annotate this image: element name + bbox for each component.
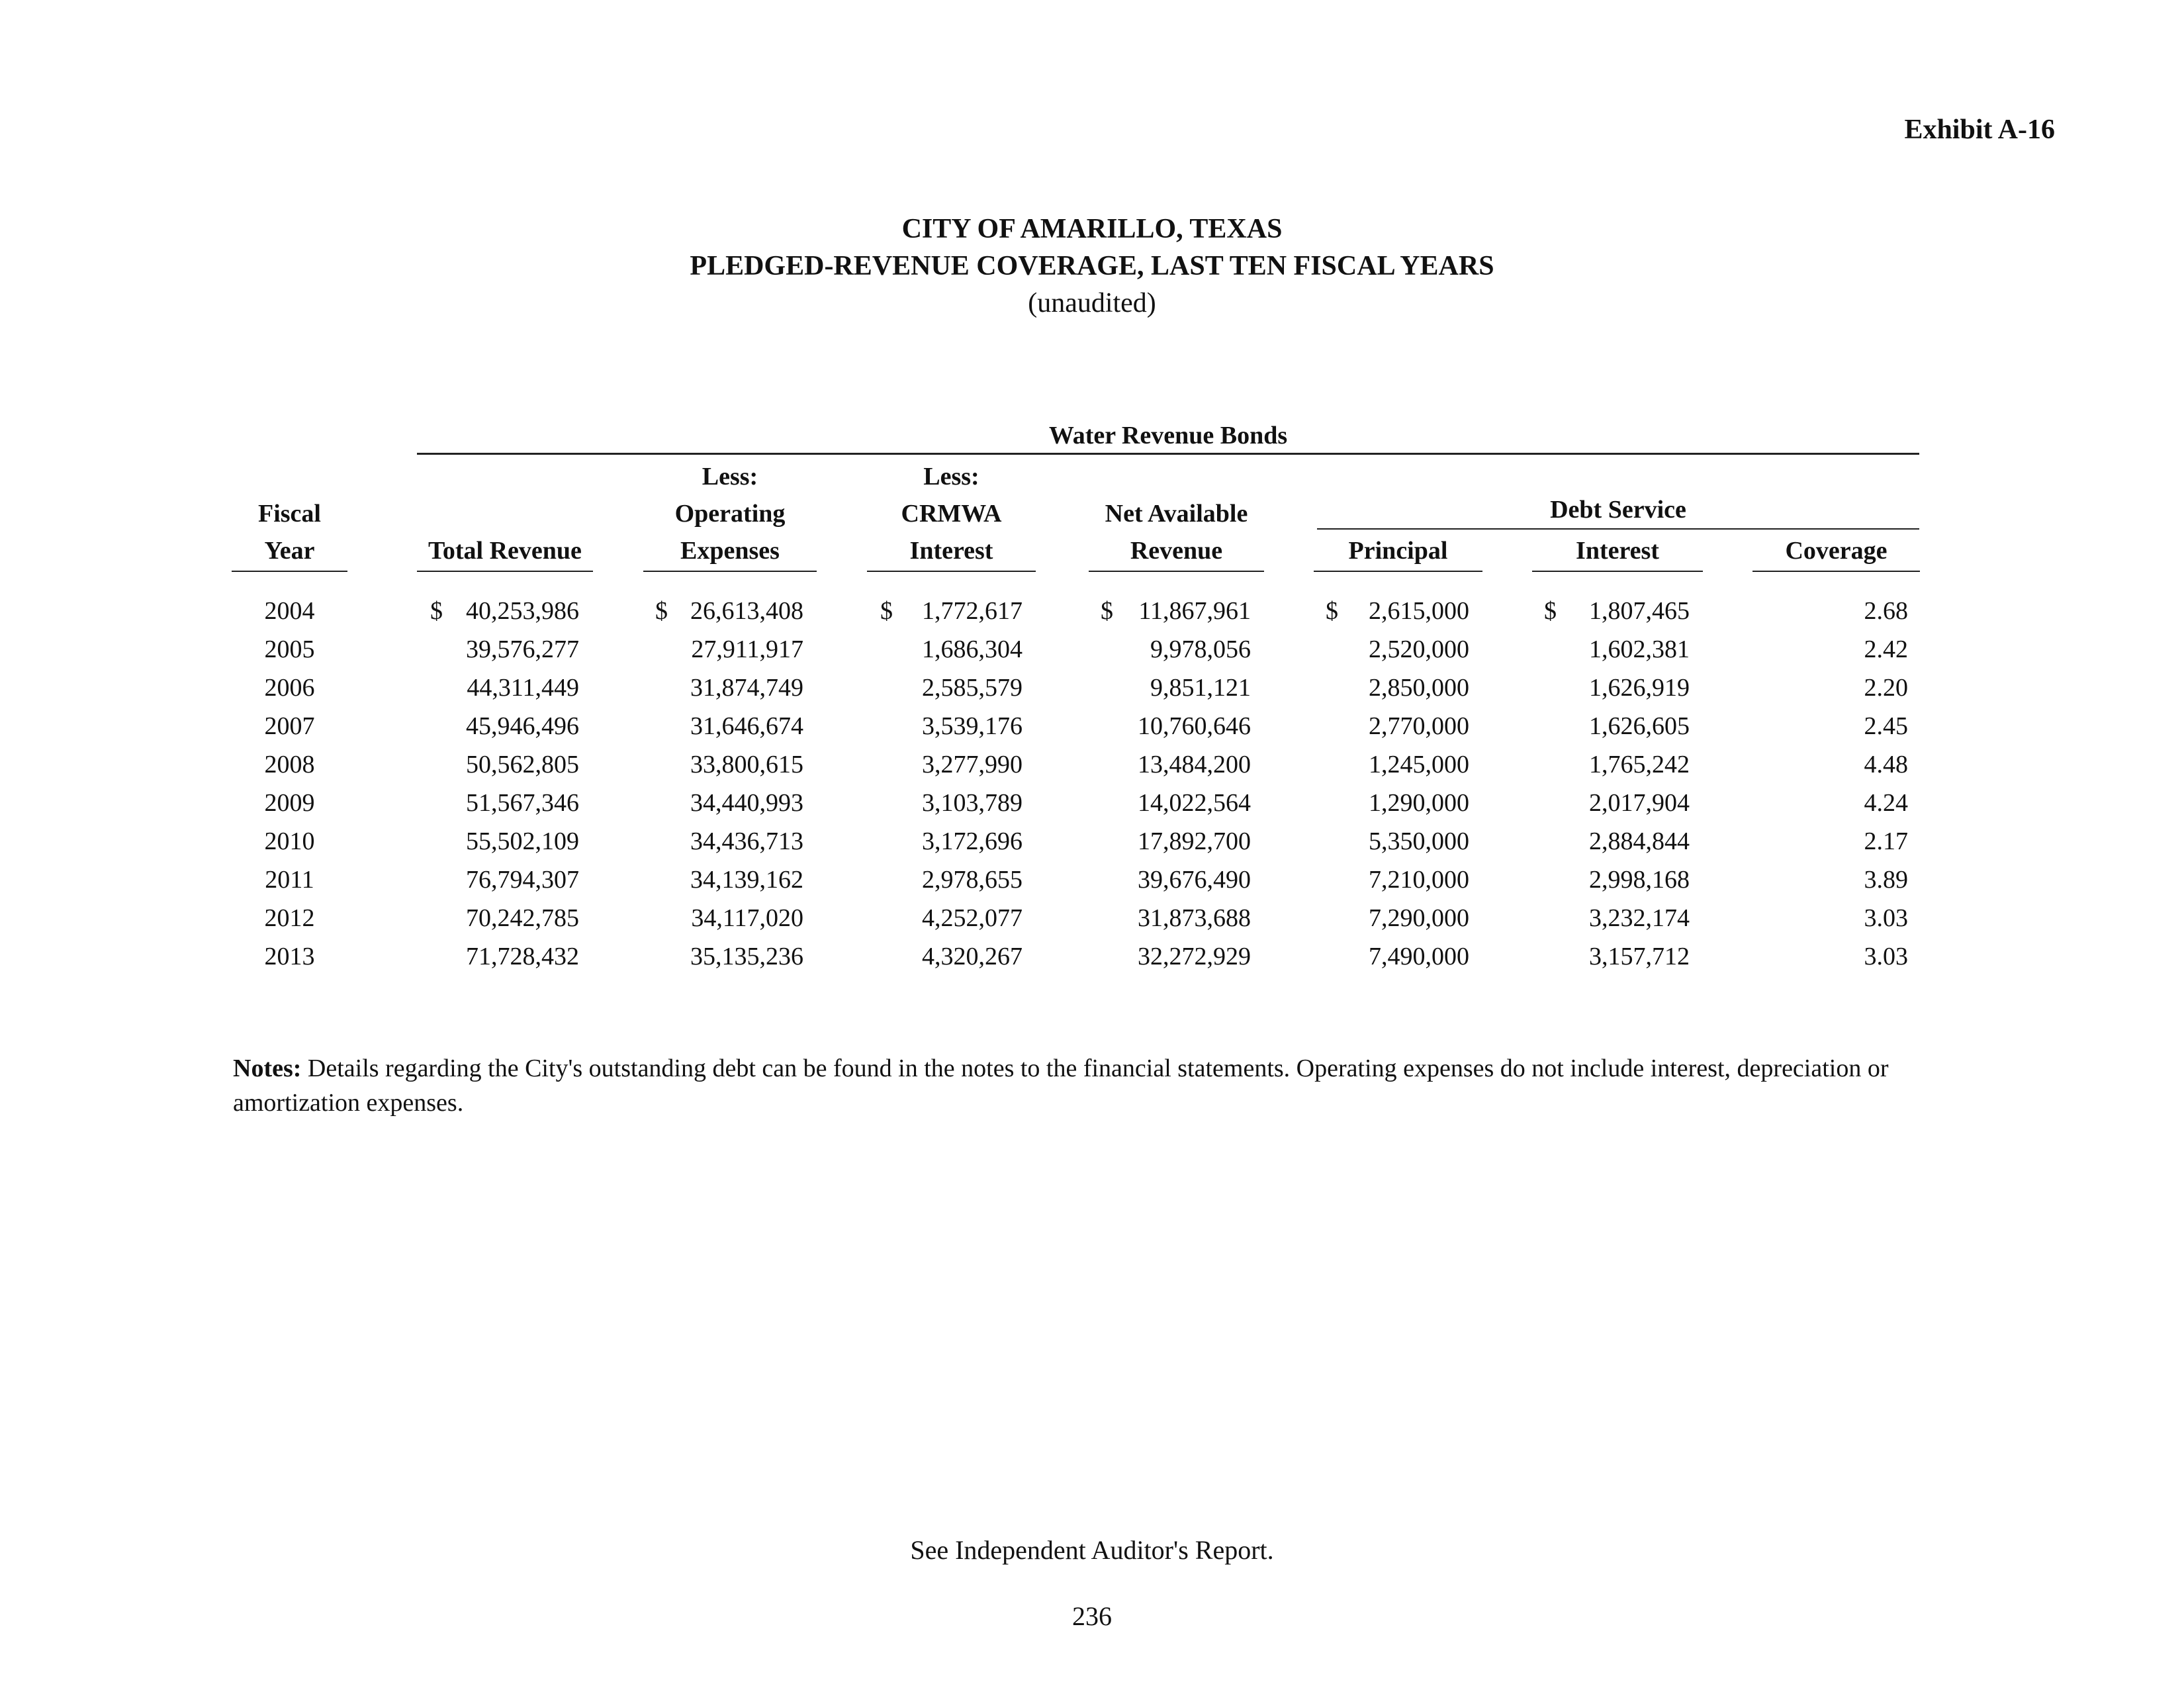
- cell-coverage: 2.17: [1864, 827, 1908, 855]
- cell-interest: 2,884,844: [1589, 827, 1690, 855]
- cell-year: 2011: [265, 866, 314, 894]
- cell-crmwa-interest: 3,103,789: [922, 789, 1023, 817]
- table-row: [0, 899, 2184, 937]
- underline-crmwa-interest: [867, 571, 1036, 572]
- cell-interest: 3,157,712: [1589, 943, 1690, 970]
- cell-year: 2008: [264, 751, 315, 778]
- cell-year: 2006: [264, 674, 315, 702]
- group-header-rule: [417, 453, 1919, 455]
- cell-year: 2004: [264, 597, 315, 625]
- group-header-water-revenue-bonds: Water Revenue Bonds: [1048, 422, 1288, 449]
- table-row: [0, 592, 2184, 630]
- cell-coverage: 3.03: [1864, 943, 1908, 970]
- header-operating-expenses-line2: Operating: [674, 500, 786, 528]
- cell-net-available: 17,892,700: [1138, 827, 1251, 855]
- cell-crmwa-interest: 1,686,304: [922, 635, 1023, 663]
- cell-interest: 1,602,381: [1589, 635, 1690, 663]
- cell-principal: 2,520,000: [1369, 635, 1469, 663]
- cell-net-available: 9,978,056: [1150, 635, 1251, 663]
- header-crmwa-interest-line2: CRMWA: [901, 500, 1002, 528]
- table-row: [0, 861, 2184, 899]
- cell-total-revenue: 40,253,986: [466, 597, 579, 625]
- cell-total-revenue: 51,567,346: [466, 789, 579, 817]
- underline-net-available: [1089, 571, 1264, 572]
- header-fiscal-year: [232, 495, 347, 569]
- table-row: [0, 784, 2184, 822]
- header-operating-expenses-line1: Less:: [702, 463, 758, 491]
- currency-symbol: $: [1101, 597, 1113, 625]
- cell-operating-expenses: 35,135,236: [690, 943, 803, 970]
- underline-coverage: [1752, 571, 1920, 572]
- cell-operating-expenses: 34,117,020: [691, 904, 803, 932]
- underline-operating-expenses: [643, 571, 817, 572]
- header-total-revenue-line1: Total Revenue: [428, 537, 582, 565]
- cell-coverage: 4.48: [1864, 751, 1908, 778]
- underline-principal: [1314, 571, 1482, 572]
- cell-total-revenue: 71,728,432: [466, 943, 579, 970]
- cell-principal: 5,350,000: [1369, 827, 1469, 855]
- header-crmwa-interest: [867, 458, 1036, 569]
- cell-interest: 1,765,242: [1589, 751, 1690, 778]
- cell-crmwa-interest: 2,585,579: [922, 674, 1023, 702]
- report-title-block: [0, 211, 2184, 322]
- header-crmwa-interest-line3: Interest: [909, 537, 993, 565]
- exhibit-label: Exhibit A-16: [1904, 115, 2055, 145]
- cell-coverage: 2.68: [1864, 597, 1908, 625]
- cell-coverage: 2.42: [1864, 635, 1908, 663]
- cell-year: 2012: [264, 904, 315, 932]
- currency-symbol: $: [1326, 597, 1338, 625]
- underline-fiscal-year: [232, 571, 347, 572]
- cell-total-revenue: 39,576,277: [466, 635, 579, 663]
- underline-total-revenue: [417, 571, 593, 572]
- currency-symbol: $: [655, 597, 668, 625]
- cell-operating-expenses: 31,874,749: [690, 674, 803, 702]
- header-net-available-revenue: [1089, 495, 1264, 569]
- cell-principal: 2,770,000: [1369, 712, 1469, 740]
- cell-principal: 1,245,000: [1369, 751, 1469, 778]
- cell-interest: 1,807,465: [1589, 597, 1690, 625]
- cell-interest: 1,626,605: [1589, 712, 1690, 740]
- header-total-revenue: [417, 532, 593, 569]
- header-coverage: [1752, 532, 1920, 569]
- report-title-main: PLEDGED-REVENUE COVERAGE, LAST TEN FISCAL YEARS: [690, 251, 1494, 281]
- header-net-available-line1: Net Available: [1105, 500, 1248, 528]
- cell-interest: 2,017,904: [1589, 789, 1690, 817]
- table-row: [0, 669, 2184, 707]
- header-operating-expenses: [643, 458, 817, 569]
- cell-principal: 7,290,000: [1369, 904, 1469, 932]
- cell-total-revenue: 70,242,785: [466, 904, 579, 932]
- header-net-available-line2: Revenue: [1130, 537, 1223, 565]
- underline-interest: [1532, 571, 1703, 572]
- cell-operating-expenses: 31,646,674: [690, 712, 803, 740]
- header-principal-line1: Principal: [1348, 537, 1448, 565]
- cell-net-available: 31,873,688: [1138, 904, 1251, 932]
- currency-symbol: $: [1544, 597, 1557, 625]
- cell-principal: 7,210,000: [1369, 866, 1469, 894]
- cell-operating-expenses: 34,436,713: [690, 827, 803, 855]
- cell-net-available: 32,272,929: [1138, 943, 1251, 970]
- cell-crmwa-interest: 3,277,990: [922, 751, 1023, 778]
- cell-coverage: 2.20: [1864, 674, 1908, 702]
- cell-net-available: 10,760,646: [1138, 712, 1251, 740]
- cell-crmwa-interest: 4,320,267: [922, 943, 1023, 970]
- cell-net-available: 39,676,490: [1138, 866, 1251, 894]
- cell-operating-expenses: 34,440,993: [690, 789, 803, 817]
- cell-net-available: 13,484,200: [1138, 751, 1251, 778]
- notes: [233, 1051, 1954, 1120]
- cell-year: 2010: [264, 827, 315, 855]
- currency-symbol: $: [880, 597, 893, 625]
- cell-total-revenue: 55,502,109: [466, 827, 579, 855]
- debt-service-rule: [1317, 528, 1919, 530]
- cell-coverage: 4.24: [1864, 789, 1908, 817]
- notes-text: Details regarding the City's outstanding debt can be found in the notes to the financial statements. Operating expenses do not include interest, depreciation or amortization expenses.: [233, 1055, 1889, 1117]
- header-coverage-line1: Coverage: [1785, 537, 1888, 565]
- cell-coverage: 3.03: [1864, 904, 1908, 932]
- cell-operating-expenses: 33,800,615: [690, 751, 803, 778]
- cell-interest: 1,626,919: [1589, 674, 1690, 702]
- header-operating-expenses-line3: Expenses: [680, 537, 780, 565]
- table-row: [0, 822, 2184, 861]
- cell-operating-expenses: 27,911,917: [691, 635, 803, 663]
- cell-total-revenue: 76,794,307: [466, 866, 579, 894]
- cell-principal: 7,490,000: [1369, 943, 1469, 970]
- header-interest-line1: Interest: [1576, 537, 1659, 565]
- cell-year: 2007: [264, 712, 315, 740]
- cell-operating-expenses: 26,613,408: [690, 597, 803, 625]
- report-title-unaudited: (unaudited): [1028, 288, 1156, 318]
- currency-symbol: $: [430, 597, 443, 625]
- header-interest: [1532, 532, 1703, 569]
- cell-principal: 2,615,000: [1369, 597, 1469, 625]
- cell-total-revenue: 44,311,449: [467, 674, 579, 702]
- table-row: [0, 937, 2184, 976]
- report-title-city: CITY OF AMARILLO, TEXAS: [901, 214, 1283, 244]
- cell-total-revenue: 45,946,496: [466, 712, 579, 740]
- cell-net-available: 14,022,564: [1138, 789, 1251, 817]
- cell-total-revenue: 50,562,805: [466, 751, 579, 778]
- cell-coverage: 2.45: [1864, 712, 1908, 740]
- cell-crmwa-interest: 2,978,655: [922, 866, 1023, 894]
- header-fiscal-year-line2: Year: [264, 537, 315, 565]
- header-principal: [1314, 532, 1482, 569]
- cell-year: 2013: [264, 943, 315, 970]
- table-row: [0, 707, 2184, 745]
- table-row: [0, 630, 2184, 669]
- cell-coverage: 3.89: [1864, 866, 1908, 894]
- cell-crmwa-interest: 1,772,617: [922, 597, 1023, 625]
- cell-crmwa-interest: 4,252,077: [922, 904, 1023, 932]
- cell-crmwa-interest: 3,172,696: [922, 827, 1023, 855]
- group-header-debt-service: Debt Service: [1550, 496, 1686, 524]
- cell-year: 2009: [264, 789, 315, 817]
- header-fiscal-year-line1: Fiscal: [258, 500, 321, 528]
- cell-principal: 2,850,000: [1369, 674, 1469, 702]
- page-number: 236: [1072, 1601, 1112, 1631]
- cell-interest: 3,232,174: [1589, 904, 1690, 932]
- cell-operating-expenses: 34,139,162: [690, 866, 803, 894]
- header-crmwa-interest-line1: Less:: [923, 463, 979, 491]
- cell-year: 2005: [264, 635, 315, 663]
- cell-crmwa-interest: 3,539,176: [922, 712, 1023, 740]
- table-row: [0, 745, 2184, 784]
- cell-net-available: 9,851,121: [1150, 674, 1251, 702]
- notes-label: Notes:: [233, 1055, 302, 1082]
- cell-principal: 1,290,000: [1369, 789, 1469, 817]
- cell-net-available: 11,867,961: [1138, 597, 1251, 625]
- cell-interest: 2,998,168: [1589, 866, 1690, 894]
- auditor-report-reference: See Independent Auditor's Report.: [910, 1535, 1274, 1565]
